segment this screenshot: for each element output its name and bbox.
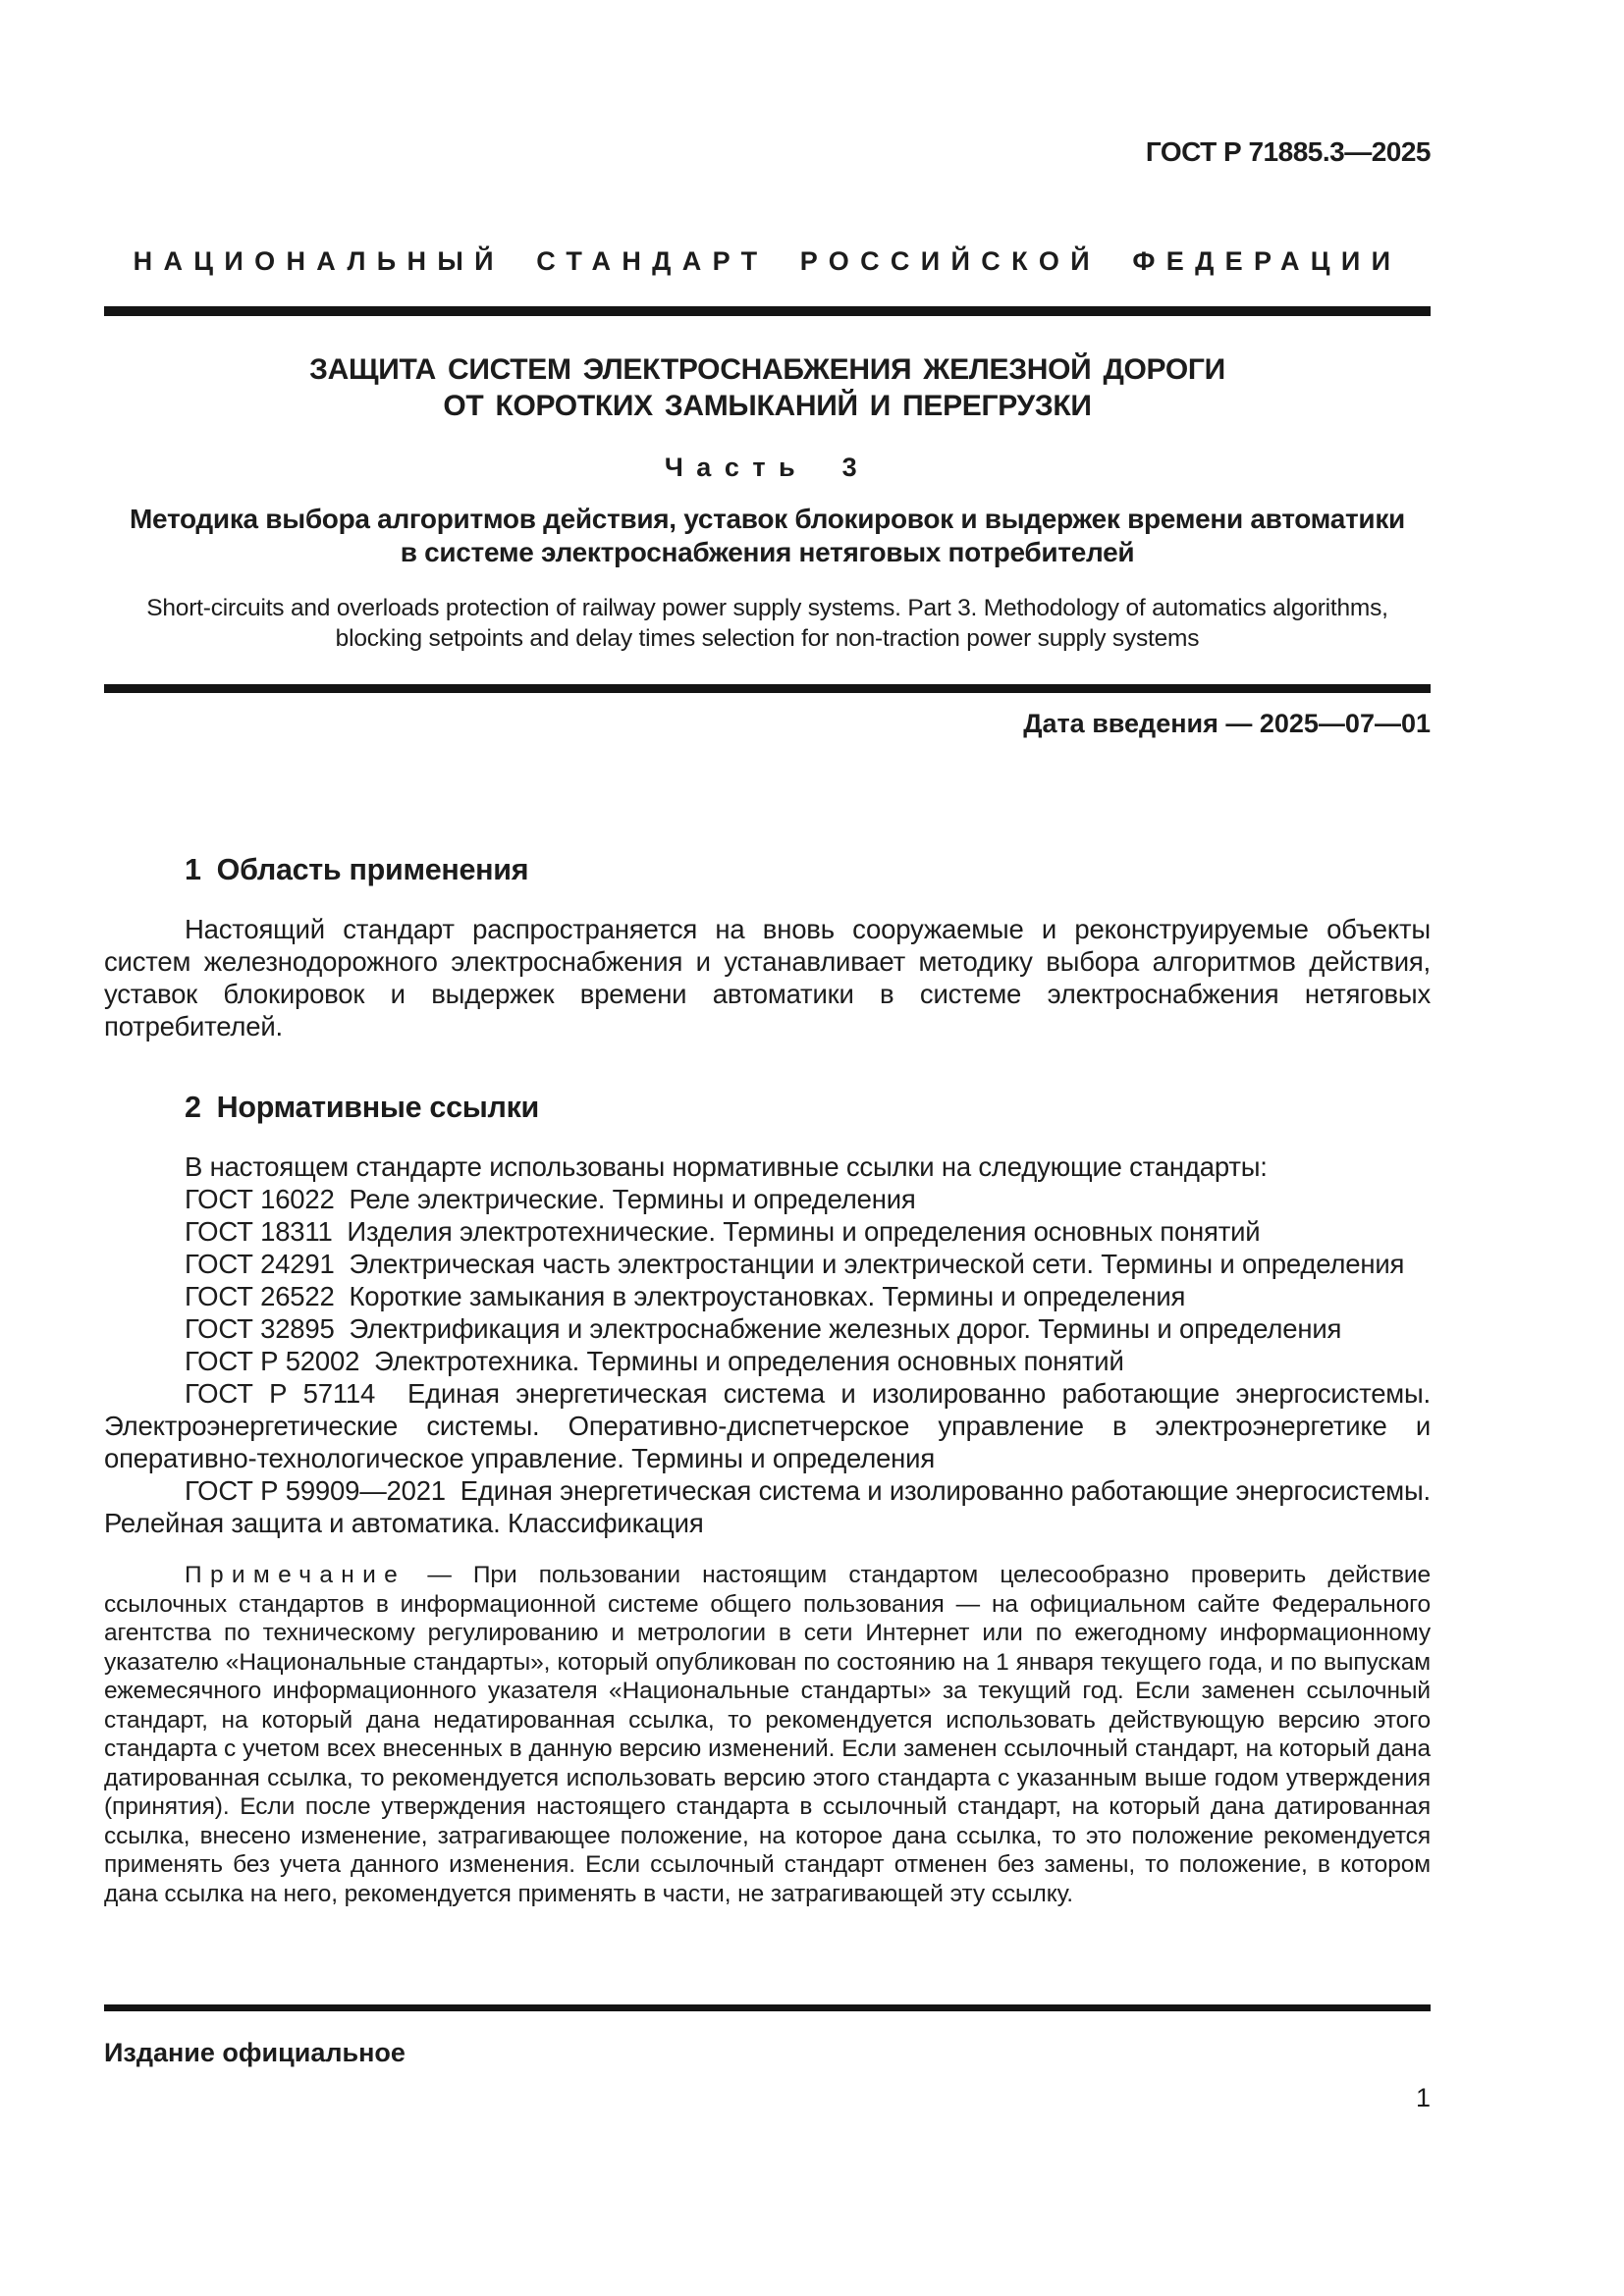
document-title-en-line1: Short-circuits and overloads protection of railway power supply systems. Part 3. Methodology of automatics algorithms, [146, 595, 1388, 621]
document-subtitle-ru [104, 503, 1431, 569]
document-title-en-line2: blocking setpoints and delay times selection for non-traction power supply systems [335, 625, 1200, 652]
document-title-ru-line2: ОТ КОРОТКИХ ЗАМЫКАНИЙ И ПЕРЕГРУЗКИ [443, 390, 1092, 422]
horizontal-rule-bottom [104, 2004, 1431, 2011]
section-number-scope: 1 [185, 853, 201, 886]
horizontal-rule-under-title [104, 684, 1431, 693]
reference-item: ГОСТ Р 59909—2021 Единая энергетическая система и изолированно работающие энергосистемы. Релейная защита и автоматика. Классификация [104, 1475, 1438, 1538]
reference-item: ГОСТ Р 52002 Электротехника. Термины и определения основных понятий [185, 1346, 1124, 1376]
page-number: 1 [1415, 2083, 1431, 2112]
part-label: Часть 3 [664, 453, 871, 482]
references-list [104, 1183, 1438, 1539]
section-number-references: 2 [185, 1091, 201, 1124]
document-title-en [104, 593, 1431, 654]
reference-item: ГОСТ Р 57114 Единая энергетическая система и изолированно работающие энергосистемы. Электроэнергетические системы. Оперативно-диспетчерское управление в электроэнергетике и оперативно-технологическое управление. Термины и определения [104, 1378, 1438, 1473]
reference-item: ГОСТ 16022 Реле электрические. Термины и определения [185, 1184, 916, 1214]
document-title-ru [104, 351, 1431, 424]
document-title-ru-line1: ЗАЩИТА СИСТЕМ ЭЛЕКТРОСНАБЖЕНИЯ ЖЕЛЕЗНОЙ ДОРОГИ [309, 353, 1225, 386]
reference-item: ГОСТ 26522 Короткие замыкания в электроустановках. Термины и определения [185, 1281, 1186, 1311]
note-label: Примечание [185, 1562, 406, 1588]
document-subtitle-ru-line2: в системе электроснабжения нетяговых потребителей [400, 537, 1135, 567]
document-subtitle-ru-line1: Методика выбора алгоритмов действия, уставок блокировок и выдержек времени автоматики [130, 504, 1405, 534]
standard-code: ГОСТ Р 71885.3—2025 [1145, 136, 1431, 167]
reference-item: ГОСТ 18311 Изделия электротехнические. Термины и определения основных понятий [185, 1216, 1261, 1247]
national-standard-banner: НАЦИОНАЛЬНЫЙ СТАНДАРТ РОССИЙСКОЙ ФЕДЕРАЦИИ [133, 246, 1402, 276]
official-edition-label: Издание официальное [104, 2038, 406, 2067]
section-title-scope: Область применения [216, 853, 529, 886]
horizontal-rule-top [104, 306, 1431, 316]
scope-paragraph: Настоящий стандарт распространяется на вновь сооружаемые и реконструируемые объекты систем железнодорожного электроснабжения и устанавливает методику выбора алгоритмов действия, уставок блокировок и выдержек времени автоматики в системе электроснабжения нетяговых потребителей. [104, 914, 1431, 1041]
effective-date: Дата введения — 2025—07—01 [1023, 709, 1431, 738]
section-heading-scope [104, 852, 1431, 887]
reference-item: ГОСТ 24291 Электрическая часть электростанции и электрической сети. Термины и определения [185, 1249, 1405, 1279]
note-paragraph [104, 1561, 1431, 1908]
reference-item: ГОСТ 32895 Электрификация и электроснабжение железных дорог. Термины и определения [185, 1313, 1342, 1344]
references-intro: В настоящем стандарте использованы нормативные ссылки на следующие стандарты: [185, 1151, 1268, 1182]
note-text: — При пользовании настоящим стандартом целесообразно проверить действие ссылочных стандартов в информационной системе общего пользования — на официальном сайте Федерального агентства по техническому регулированию и метрологии в сети Интернет или по ежегодному информационному указателю «Национальные стандарты», который опубликован по состоянию на 1 января текущего года, и по выпускам ежемесячного информационного указателя «Национальные стандарты» за текущий год. Если заменен ссылочный стандарт, на который дана недатированная ссылка, то рекомендуется использовать действующую версию этого стандарта с учетом всех внесенных в данную версию изменений. Если заменен ссылочный стандарт, на который дана датированная ссылка, то рекомендуется использовать версию этого стандарта с указанным выше годом утверждения (принятия). Если после утверждения настоящего стандарта в ссылочный стандарт, на который дана датированная ссылка, внесено изменение, затрагивающее положение, на которое дана ссылка, то это положение рекомендуется применять без учета данного изменения. Если ссылочный стандарт отменен без замены, то положение, в котором дана ссылка на него, рекомендуется применять в части, не затрагивающей эту ссылку. [104, 1562, 1431, 1907]
section-title-references: Нормативные ссылки [216, 1091, 539, 1124]
section-heading-references [104, 1090, 1431, 1125]
